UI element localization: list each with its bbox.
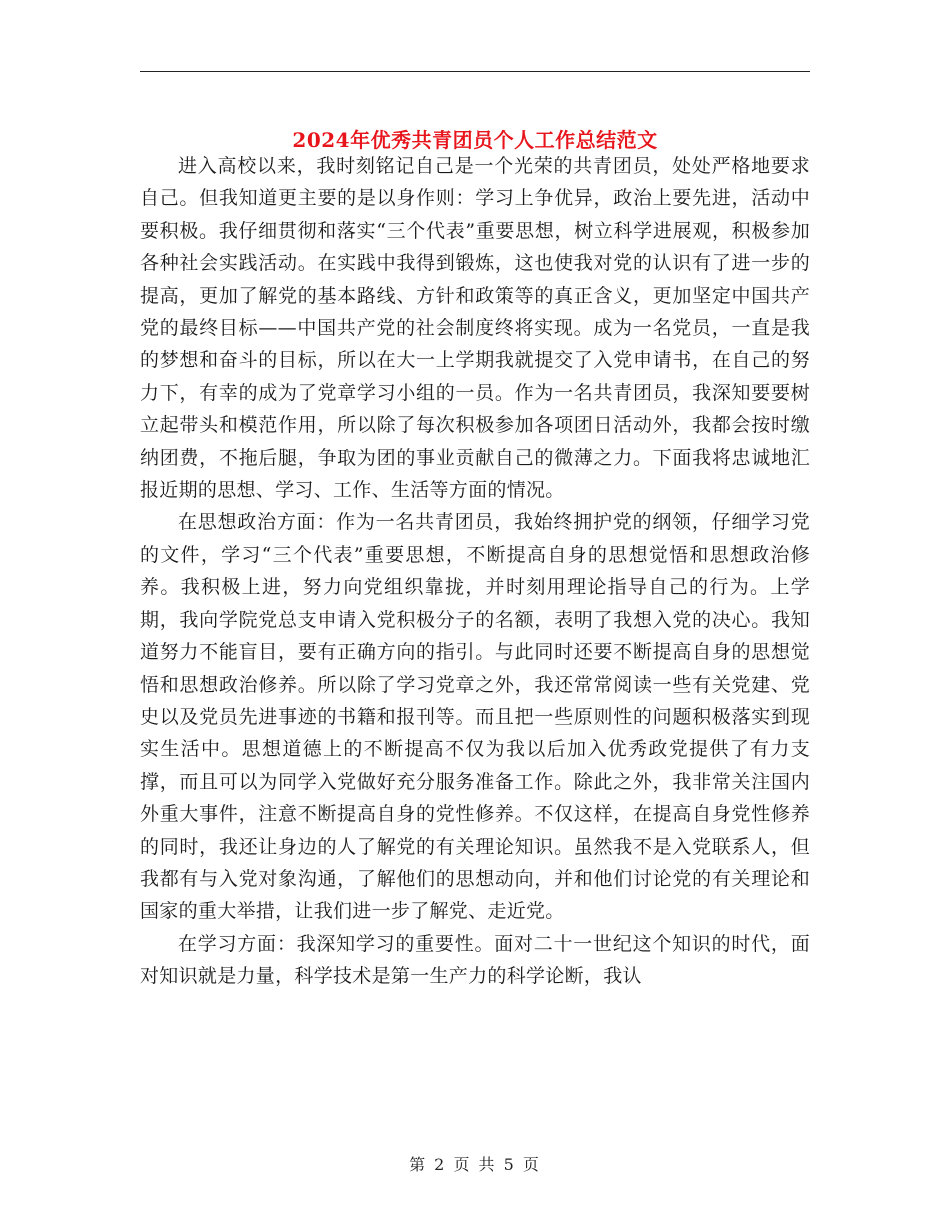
paragraph-ideology: 在思想政治方面：作为一名共青团员，我始终拥护党的纲领，仔细学习党的文件，学习“三个代表”重要思想，不断提高自身的思想觉悟和思想政治修养。我积极上进，努力向党组织靠拢，并时刻用理论指导自己的行为。上学期，我向学院党总支申请入党积极分子的名额，表明了我想入党的决心。我知道努力不能盲目，要有正确方向的指引。与此同时还要不断提高自身的思想觉悟和思想政治修养。所以除了学习党章之外，我还常常阅读一些有关党建、党史以及党员先进事迹的书籍和报刊等。而且把一些原则性的问题积极落实到现实生活中。思想道德上的不断提高不仅为我以后加入优秀政党提供了有力支撑，而且可以为同学入党做好充分服务准备工作。除此之外，我非常关注国内外重大事件，注意不断提高自身的党性修养。不仅这样，在提高自身党性修养的同时，我还让身边的人了解党的有关理论知识。虽然我不是入党联系人，但我都有与入党对象沟通，了解他们的思想动向，并和他们讨论党的有关理论和国家的重大举措，让我们进一步了解党、走近党。 [140, 511, 810, 923]
header-rule [140, 71, 810, 72]
document-body [140, 150, 810, 993]
paragraph-study: 在学习方面：我深知学习的重要性。面对二十一世纪这个知识的时代，面对知识就是力量，科学技术是第一生产力的科学论断，我认 [140, 932, 810, 988]
page-number-footer: 第 2 页 共 5 页 [409, 1155, 541, 1174]
document-title: 2024年优秀共青团员个人工作总结范文 [292, 128, 658, 153]
paragraph-intro: 进入高校以来，我时刻铭记自己是一个光荣的共青团员，处处严格地要求自己。但我知道更主要的是以身作则：学习上争优异，政治上要先进，活动中要积极。我仔细贯彻和落实“三个代表”重要思想，树立科学进展观，积极参加各种社会实践活动。在实践中我得到锻炼，这也使我对党的认识有了进一步的提高，更加了解党的基本路线、方针和政策等的真正含义，更加坚定中国共产党的最终目标——中国共产党的社会制度终将实现。成为一名党员，一直是我的梦想和奋斗的目标，所以在大一上学期我就提交了入党申请书，在自己的努力下，有幸的成为了党章学习小组的一员。作为一名共青团员，我深知要要树立起带头和模范作用，所以除了每次积极参加各项团日活动外，我都会按时缴纳团费，不拖后腿，争取为团的事业贡献自己的微薄之力。下面我将忠诚地汇报近期的思想、学习、工作、生活等方面的情况。 [140, 155, 810, 502]
